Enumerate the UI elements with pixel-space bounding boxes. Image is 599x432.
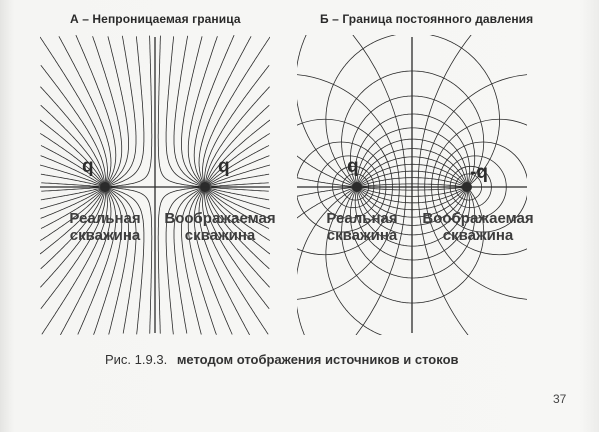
panel-a-real-well-label: Реальная скважина bbox=[69, 210, 141, 244]
streamline bbox=[208, 156, 270, 186]
streamline bbox=[41, 105, 104, 184]
page-number: 37 bbox=[553, 392, 567, 406]
streamline bbox=[108, 36, 152, 187]
streamline bbox=[203, 37, 270, 184]
panel-b-image-well-label: Воображаемая скважина bbox=[422, 210, 534, 244]
streamline bbox=[297, 153, 354, 187]
streamline bbox=[297, 35, 354, 185]
streamline bbox=[207, 146, 269, 185]
streamline bbox=[174, 36, 202, 186]
panel-a-field-lines bbox=[40, 35, 270, 335]
panel-b-title: Б – Граница постоянного давления bbox=[320, 12, 534, 26]
panel-a-image-well-q: q bbox=[218, 156, 230, 177]
panel-a-real-well-q: q bbox=[82, 156, 94, 177]
streamline bbox=[108, 36, 136, 186]
panel-b-field-lines bbox=[297, 35, 527, 335]
streamline bbox=[206, 105, 269, 184]
isobar bbox=[418, 35, 527, 335]
panel-a-title: А – Непроницаемая граница bbox=[70, 12, 241, 26]
streamline bbox=[41, 183, 102, 187]
streamline bbox=[208, 183, 269, 187]
figure-number: Рис. 1.9.3. bbox=[105, 352, 168, 367]
panel-b-real-well-q: q bbox=[347, 156, 359, 177]
panel-b-image-well-q: -q bbox=[470, 162, 488, 183]
panel-a-image-well-label: Воображаемая скважина bbox=[164, 210, 276, 244]
streamline bbox=[158, 36, 202, 187]
streamline bbox=[41, 146, 103, 185]
streamline bbox=[40, 37, 107, 184]
figure-caption-text: методом отображения источников и стоков bbox=[176, 352, 459, 367]
streamline bbox=[208, 187, 269, 191]
streamline bbox=[41, 187, 102, 191]
figure-caption bbox=[105, 352, 459, 367]
panel-b-real-well-label: Реальная скважина bbox=[326, 210, 398, 244]
